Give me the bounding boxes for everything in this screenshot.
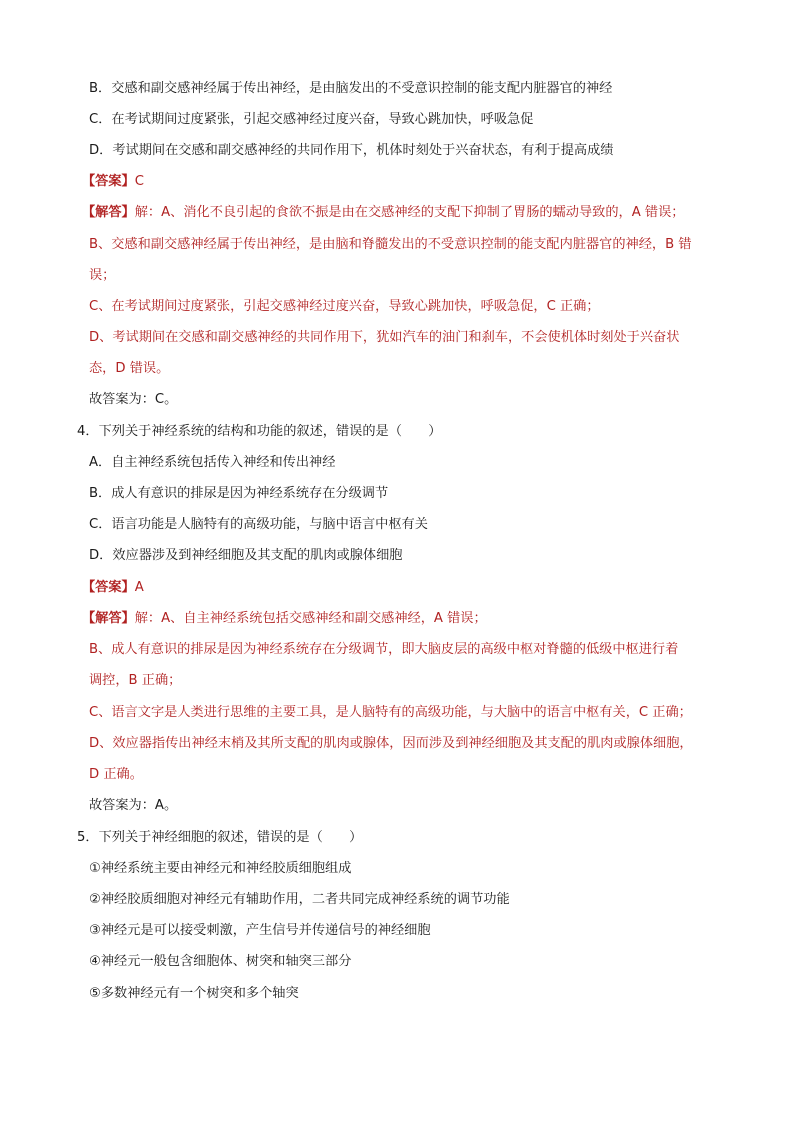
answer-value: A: [134, 580, 144, 595]
q3-option-b: B．交感和副交感神经属于传出神经，是由脑发出的不受意识控制的能支配内脏器官的神经: [89, 81, 613, 96]
answer-value: C: [134, 174, 144, 189]
analysis-tag: 【解答】: [82, 205, 135, 220]
q4-analysis-line-2: B、成人有意识的排尿是因为神经系统存在分级调节，即大脑皮层的高级中枢对脊髓的低级中枢进行着: [89, 642, 679, 657]
q4-analysis-line-6: D 正确。: [89, 767, 143, 782]
q4-option-b: B．成人有意识的排尿是因为神经系统存在分级调节: [89, 486, 389, 501]
q4-option-d: D．效应器涉及到神经细胞及其支配的肌肉或腺体细胞: [89, 548, 403, 563]
answer-tag: 【答案】: [82, 174, 135, 189]
q5-statement-1: ①神经系统主要由神经元和神经胶质细胞组成: [89, 861, 352, 876]
analysis-tag: 【解答】: [82, 611, 135, 626]
q4-analysis-line-1: [82, 609, 487, 629]
analysis-text: 解：A、消化不良引起的食欲不振是由在交感神经的支配下抑制了胃肠的蠕动导致的，A 错误；: [134, 205, 685, 220]
q3-analysis-line-4: C、在考试期间过度紧张，引起交感神经过度兴奋，导致心跳加快，呼吸急促，C 正确；: [89, 299, 600, 314]
q4-analysis-line-3: 调控，B 正确；: [89, 673, 182, 688]
q4-analysis-line-5: D、效应器指传出神经末梢及其所支配的肌肉或腺体，因而涉及到神经细胞及其支配的肌肉或腺体细胞，: [89, 736, 693, 751]
q3-conclusion: 故答案为：C。: [89, 392, 178, 407]
q5-statement-5: ⑤多数神经元有一个树突和多个轴突: [89, 986, 299, 1001]
q5-statement-2: ②神经胶质细胞对神经元有辅助作用，二者共同完成神经系统的调节功能: [89, 892, 510, 907]
q5-stem: 5．下列关于神经细胞的叙述，错误的是（ ）: [77, 830, 363, 845]
analysis-text: 解：A、自主神经系统包括交感神经和副交感神经，A 错误；: [134, 611, 487, 626]
q3-analysis-line-6: 态，D 错误。: [89, 361, 170, 376]
q3-analysis-line-2: B、交感和副交感神经属于传出神经，是由脑和脊髓发出的不受意识控制的能支配内脏器官的神经，B 错: [89, 237, 692, 252]
q3-analysis-line-1: [82, 203, 684, 223]
q5-statement-4: ④神经元一般包含细胞体、树突和轴突三部分: [89, 954, 352, 969]
q3-option-d: D．考试期间在交感和副交感神经的共同作用下，机体时刻处于兴奋状态，有利于提高成绩: [89, 143, 614, 158]
q4-conclusion: 故答案为：A。: [89, 798, 178, 813]
q4-stem: 4．下列关于神经系统的结构和功能的叙述，错误的是（ ）: [77, 424, 442, 439]
q3-option-c: C．在考试期间过度紧张，引起交感神经过度兴奋，导致心跳加快，呼吸急促: [89, 112, 534, 127]
answer-tag: 【答案】: [82, 580, 135, 595]
q4-option-c: C．语言功能是人脑特有的高级功能，与脑中语言中枢有关: [89, 517, 428, 532]
q4-option-a: A．自主神经系统包括传入神经和传出神经: [89, 455, 336, 470]
q3-analysis-line-5: D、考试期间在交感和副交感神经的共同作用下，犹如汽车的油门和刹车，不会使机体时刻处于兴奋状: [89, 330, 680, 345]
q5-statement-3: ③神经元是可以接受刺激，产生信号并传递信号的神经细胞: [89, 923, 431, 938]
q4-analysis-line-4: C、语言文字是人类进行思维的主要工具，是人脑特有的高级功能，与大脑中的语言中枢有关，C 正确；: [89, 705, 692, 720]
q4-answer: [82, 578, 144, 598]
q3-answer: [82, 172, 144, 192]
q3-analysis-line-3: 误；: [89, 268, 116, 283]
